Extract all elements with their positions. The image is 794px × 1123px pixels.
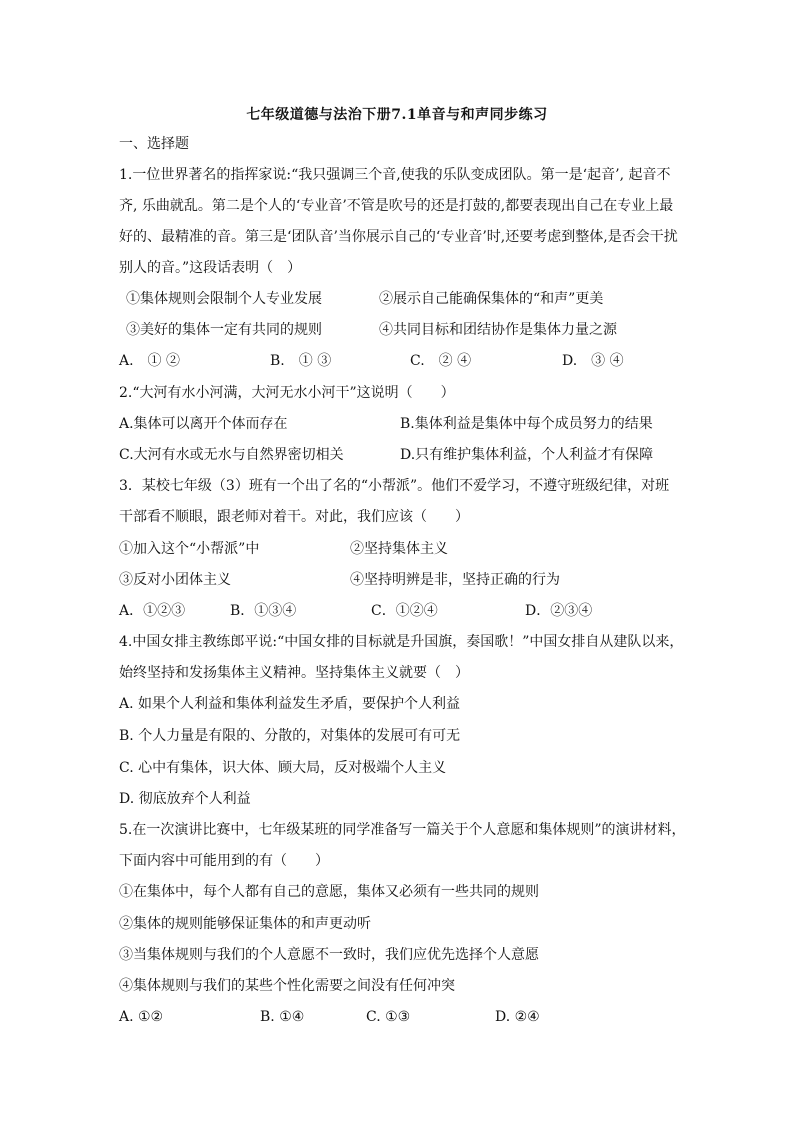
q3-choice-b: B．①③④: [230, 603, 297, 619]
q2-stem: 2.“大河有水小河满，大河无水小河干”这说明（ ）: [119, 385, 455, 401]
q2-choice-d: D.只有维护集体利益，个人利益才有保障: [400, 447, 654, 463]
q5-item: ②集体的规则能够保证集体的和声更动听: [119, 916, 371, 932]
q5-choice-a: A. ①②: [119, 1009, 164, 1025]
q1-item: ③美好的集体一定有共同的规则: [126, 322, 322, 338]
q3-choice-a: A．①②③: [119, 603, 186, 619]
q1-stem-line: 好的、最精准的音。第三是‘团队音’当你展示自己的‘专业音’时,还要考虑到整体,是否会干扰: [119, 229, 678, 245]
q3-item: ②坚持集体主义: [350, 541, 448, 557]
q5-stem-line: 下面内容中可能用到的有（ ）: [119, 853, 329, 869]
q1-choice-c: C. ② ④: [410, 353, 472, 369]
q5-item: ③当集体规则与我们的个人意愿不一致时，我们应优先选择个人意愿: [119, 947, 539, 963]
q5-choice-b: B. ①④: [260, 1009, 305, 1025]
q4-stem-line: 始终坚持和发扬集体主义精神。坚持集体主义就要（ ）: [119, 665, 469, 681]
document-title: 七年级道德与法治下册7.1单音与和声同步练习: [246, 107, 548, 123]
q3-item: ①加入这个“小帮派”中: [119, 541, 260, 557]
section-heading: 一、选择题: [119, 136, 189, 152]
q3-item: ④坚持明辨是非，坚持正确的行为: [350, 572, 560, 588]
q1-item: ①集体规则会限制个人专业发展: [126, 291, 322, 307]
q5-item: ④集体规则与我们的某些个性化需要之间没有任何冲突: [119, 978, 455, 994]
q4-choice-c: C. 心中有集体，识大体、顾大局，反对极端个人主义: [119, 760, 447, 776]
q3-stem-line: 干部看不顺眼，跟老师对着干。对此，我们应该（ ）: [119, 509, 469, 525]
q1-choice-a: A. ① ②: [119, 353, 181, 369]
q1-stem-line: 别人的音。”这段话表明（ ）: [119, 260, 302, 276]
q1-choice-d: D. ③ ④: [562, 353, 624, 369]
q2-choice-a: A.集体可以离开个体而存在: [119, 416, 288, 432]
q1-stem-line: 齐, 乐曲就乱。第二是个人的‘专业音’不管是吹号的还是打鼓的,都要表现出自己在专业上最: [119, 198, 674, 214]
q5-choice-c: C. ①③: [366, 1009, 411, 1025]
q4-choice-a: A. 如果个人利益和集体利益发生矛盾，要保护个人利益: [119, 696, 461, 712]
q1-stem-line: 1.一位世界著名的指挥家说:“我只强调三个音,使我的乐队变成团队。第一是‘起音’, 起音不: [119, 167, 671, 183]
q4-stem-line: 4.中国女排主教练郎平说:“中国女排的目标就是升国旗，奏国歌！”中国女排自从建队以来，: [119, 634, 684, 650]
q5-stem-line: 5.在一次演讲比赛中，七年级某班的同学准备写一篇关于个人意愿和集体规则”的演讲材料，: [119, 822, 686, 838]
q3-item: ③反对小团体主义: [119, 572, 231, 588]
q1-choice-b: B. ① ③: [270, 353, 332, 369]
q1-item: ④共同目标和团结协作是集体力量之源: [379, 322, 617, 338]
q1-item: ②展示自己能确保集体的“和声”更美: [379, 291, 604, 307]
q3-choice-d: D．②③④: [525, 603, 593, 619]
q5-choice-d: D. ②④: [495, 1009, 540, 1025]
q2-choice-b: B.集体利益是集体中每个成员努力的结果: [400, 416, 653, 432]
q3-stem-line: 3．某校七年级（3）班有一个出了名的“小帮派”。他们不爱学习，不遵守班级纪律，对班: [119, 478, 670, 494]
q3-choice-c: C．①②④: [371, 603, 438, 619]
q5-item: ①在集体中，每个人都有自己的意愿，集体又必须有一些共同的规则: [119, 884, 539, 900]
q4-choice-d: D. 彻底放弃个人利益: [119, 791, 251, 807]
q4-choice-b: B. 个人力量是有限的、分散的，对集体的发展可有可无: [119, 728, 461, 744]
q2-choice-c: C.大河有水或无水与自然界密切相关: [119, 447, 344, 463]
